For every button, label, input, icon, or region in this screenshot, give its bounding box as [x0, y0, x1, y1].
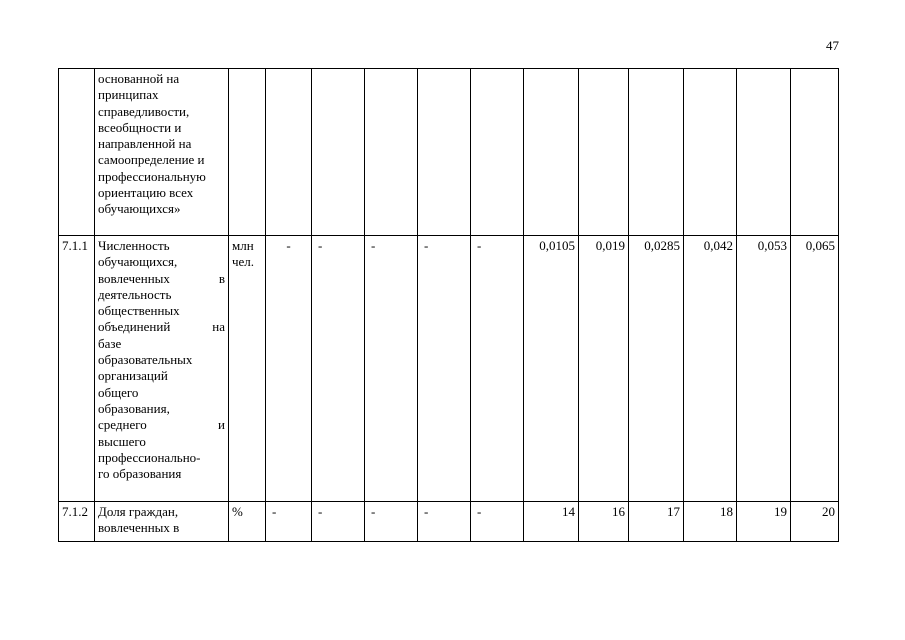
- value-cell: -: [266, 502, 312, 542]
- value-cell: -: [471, 502, 524, 542]
- value-cell: -: [365, 236, 418, 502]
- unit-cell: [229, 236, 266, 502]
- value-cell: 18: [684, 502, 737, 542]
- table-row: [59, 69, 839, 236]
- description-line: Численность: [98, 238, 170, 253]
- value-cell: 19: [737, 502, 791, 542]
- description-line: высшего: [98, 433, 146, 449]
- value-cell: 0,0285: [629, 236, 684, 502]
- description-line: всеобщности и: [98, 119, 182, 135]
- value-cell: [266, 69, 312, 236]
- value-cell: [524, 69, 579, 236]
- value-cell: -: [266, 236, 312, 502]
- value-cell: [365, 69, 418, 236]
- value-cell: -: [312, 236, 365, 502]
- description-line: основанной на: [98, 71, 180, 86]
- description-line: принципах: [98, 87, 159, 103]
- description-line: общего: [98, 384, 139, 400]
- page-number: 47: [826, 38, 839, 53]
- value-cell: -: [418, 236, 471, 502]
- value-cell: [312, 69, 365, 236]
- value-cell: 20: [791, 502, 839, 542]
- table-row: [59, 236, 839, 502]
- description-line: среднего и: [98, 417, 225, 433]
- value-cell: 0,0105: [524, 236, 579, 502]
- description-line: справедливости,: [98, 103, 190, 119]
- value-cell: 16: [579, 502, 629, 542]
- description-line: направленной на: [98, 136, 192, 152]
- value-cell: [418, 69, 471, 236]
- value-cell: 17: [629, 502, 684, 542]
- description-line: образовательных: [98, 352, 193, 368]
- row-id-cell: 7.1.1: [59, 236, 95, 502]
- value-cell: 0,042: [684, 236, 737, 502]
- description-cell: [95, 502, 229, 542]
- row-id-cell: 7.1.2: [59, 502, 95, 542]
- description-line: профессионально-: [98, 449, 201, 465]
- value-cell: [684, 69, 737, 236]
- description-line: обучающихся»: [98, 201, 181, 217]
- description-line: вовлеченных в: [98, 520, 180, 536]
- description-line: образования,: [98, 400, 170, 416]
- description-line: обучающихся,: [98, 254, 178, 270]
- description-line: общественных: [98, 303, 180, 319]
- value-cell: 0,019: [579, 236, 629, 502]
- value-cell: 0,053: [737, 236, 791, 502]
- description-line: Доля граждан,: [98, 504, 179, 519]
- description-line: вовлеченных в: [98, 270, 225, 286]
- value-cell: -: [365, 502, 418, 542]
- value-cell: [579, 69, 629, 236]
- description-line: базе: [98, 335, 122, 351]
- description-cell: [95, 236, 229, 502]
- description-line: объединений на: [98, 319, 225, 335]
- description-line: организаций: [98, 368, 168, 384]
- table-row: [59, 502, 839, 542]
- description-line: го образования: [98, 466, 182, 482]
- unit-line: чел.: [232, 254, 255, 270]
- value-cell: -: [471, 236, 524, 502]
- value-cell: [737, 69, 791, 236]
- value-cell: [629, 69, 684, 236]
- value-cell: -: [418, 502, 471, 542]
- unit-cell: [229, 69, 266, 236]
- value-cell: [791, 69, 839, 236]
- value-cell: [471, 69, 524, 236]
- description-cell: [95, 69, 229, 236]
- description-line: самоопределение и: [98, 152, 205, 168]
- value-cell: 14: [524, 502, 579, 542]
- unit-line: млн: [232, 238, 254, 253]
- row-id-cell: [59, 69, 95, 236]
- indicators-table: [58, 68, 839, 542]
- unit-cell: %: [229, 502, 266, 542]
- description-line: профессиональную: [98, 168, 206, 184]
- value-cell: -: [312, 502, 365, 542]
- description-line: ориентацию всех: [98, 185, 194, 201]
- value-cell: 0,065: [791, 236, 839, 502]
- description-line: деятельность: [98, 286, 172, 302]
